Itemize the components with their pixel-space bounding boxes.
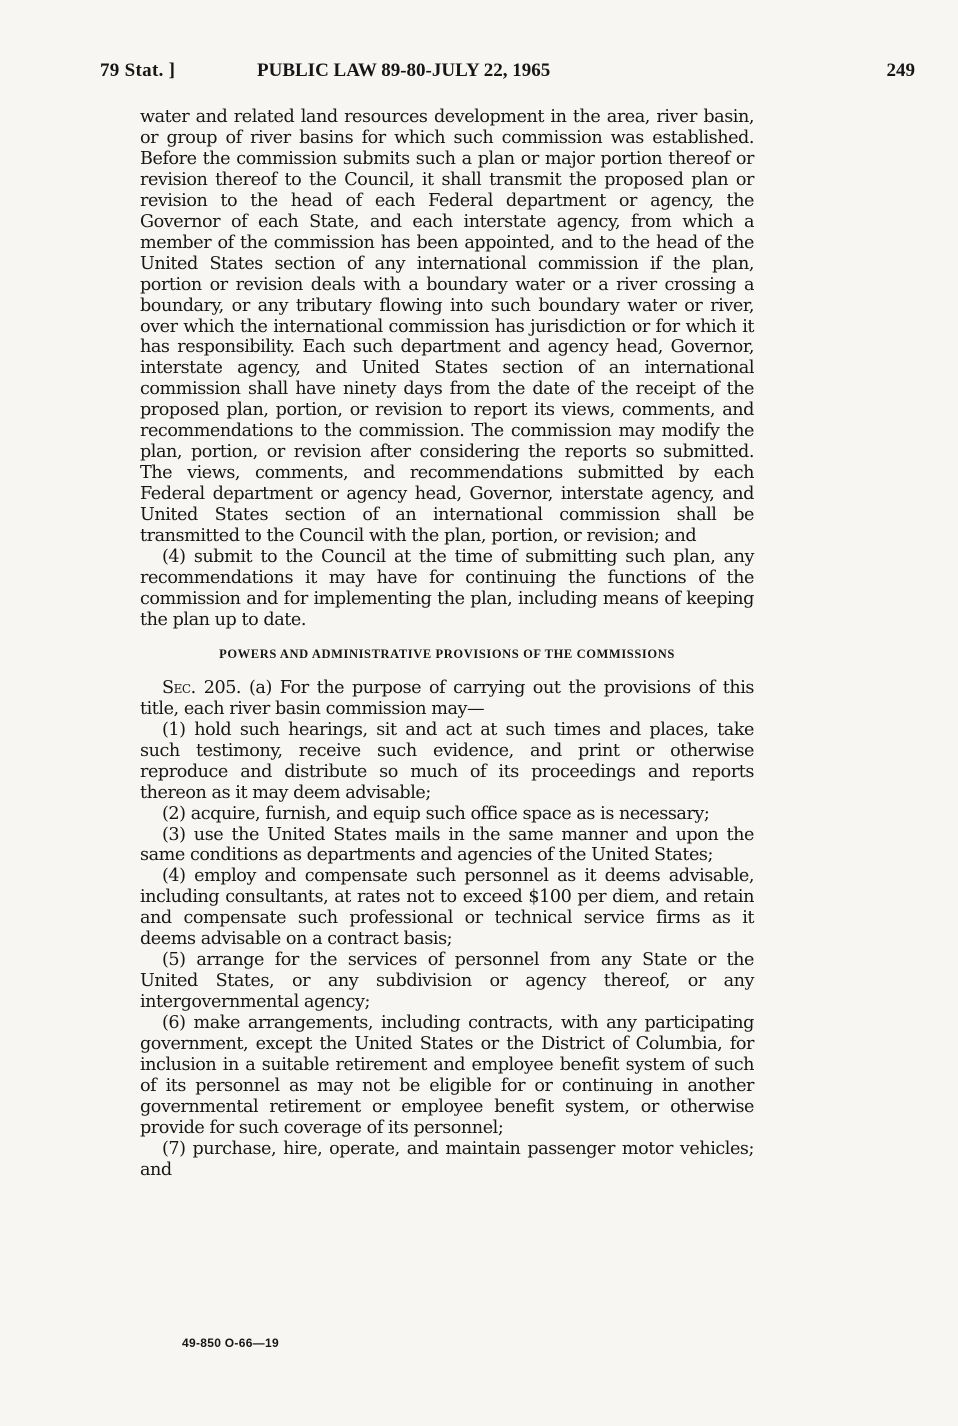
section-intro bbox=[140, 678, 754, 720]
page-body bbox=[140, 107, 754, 1181]
section-heading: POWERS AND ADMINISTRATIVE PROVISIONS OF THE COMMISSIONS bbox=[219, 646, 675, 661]
list-item: (2) acquire, furnish, and equip such office space as is necessary; bbox=[162, 803, 710, 824]
list-item: (6) make arrangements, including contracts, with any participating government, except the United States or the District of Columbia, for inclusion in a suitable retirement and employee benefit system of such of its personnel as may not be eligible for or continuing in another governmental retirement or employee benefit system, or otherwise provide for such coverage of its personnel; bbox=[140, 1013, 754, 1138]
list-item: (1) hold such hearings, sit and act at such times and places, take such testimony, receive such evidence, and print or otherwise reproduce and distribute so much of its proceedings and reports thereon as it may deem advisable; bbox=[140, 719, 754, 803]
statute-reference: 79 Stat. ] bbox=[100, 60, 176, 81]
list-item: (5) arrange for the services of personnel from any State or the United States, or any subdivision or agency thereof, or any intergovernmental agency; bbox=[140, 950, 754, 1013]
page-number: 249 bbox=[886, 60, 915, 81]
section-label: Sec. 205. bbox=[162, 677, 242, 698]
paragraph-continuation: water and related land resources development in the area, river basin, or group of river basins for which such commission was established. Before the commission submits such a plan or major portion thereof or revision thereof to the Council, it shall transmit the proposed plan or revision to the head of each Federal department or agency, the Governor of each State, and each interstate agency, from which a member of the commission has been appointed, and to the head of the United States section of any international commission if the plan, portion or revision deals with a boundary water or a river crossing a boundary, or any tributary flowing into such boundary water or river, over which the international commission has jurisdiction or for which it has responsibility. Each such department and agency head, Governor, interstate agency, and United States section of an international commission shall have ninety days from the date of the receipt of the proposed plan, portion, or revision to report its views, comments, and recommendations to the commission. The commission may modify the plan, portion, or revision after considering the reports so submitted. The views, comments, and recommendations submitted by each Federal department or agency head, Governor, interstate agency, and United States section of an international commission shall be transmitted to the Council with the plan, portion, or revision; and bbox=[140, 107, 754, 547]
page-header bbox=[100, 60, 915, 86]
list-item: (7) purchase, hire, operate, and maintain passenger motor vehicles; and bbox=[140, 1138, 754, 1180]
list-item: (3) use the United States mails in the same manner and upon the same conditions as departments and agencies of the United States; bbox=[140, 824, 754, 866]
paragraph-item-4: (4) submit to the Council at the time of submitting such plan, any recommendations it may have for continuing the functions of the commission and for implementing the plan, including means of keeping the plan up to date. bbox=[140, 547, 754, 630]
page-title: PUBLIC LAW 89-80-JULY 22, 1965 bbox=[257, 60, 551, 81]
list-item: (4) employ and compensate such personnel as it deems advisable, including consultants, at rates not to exceed $100 per diem, and retain and compensate such professional or technical service firms as it deems advisable on a contract basis; bbox=[140, 866, 754, 950]
section-intro-text: (a) For the purpose of carrying out the provisions of this title, each river basin commission may— bbox=[140, 677, 754, 719]
printer-code: 49-850 O-66—19 bbox=[182, 1336, 279, 1350]
